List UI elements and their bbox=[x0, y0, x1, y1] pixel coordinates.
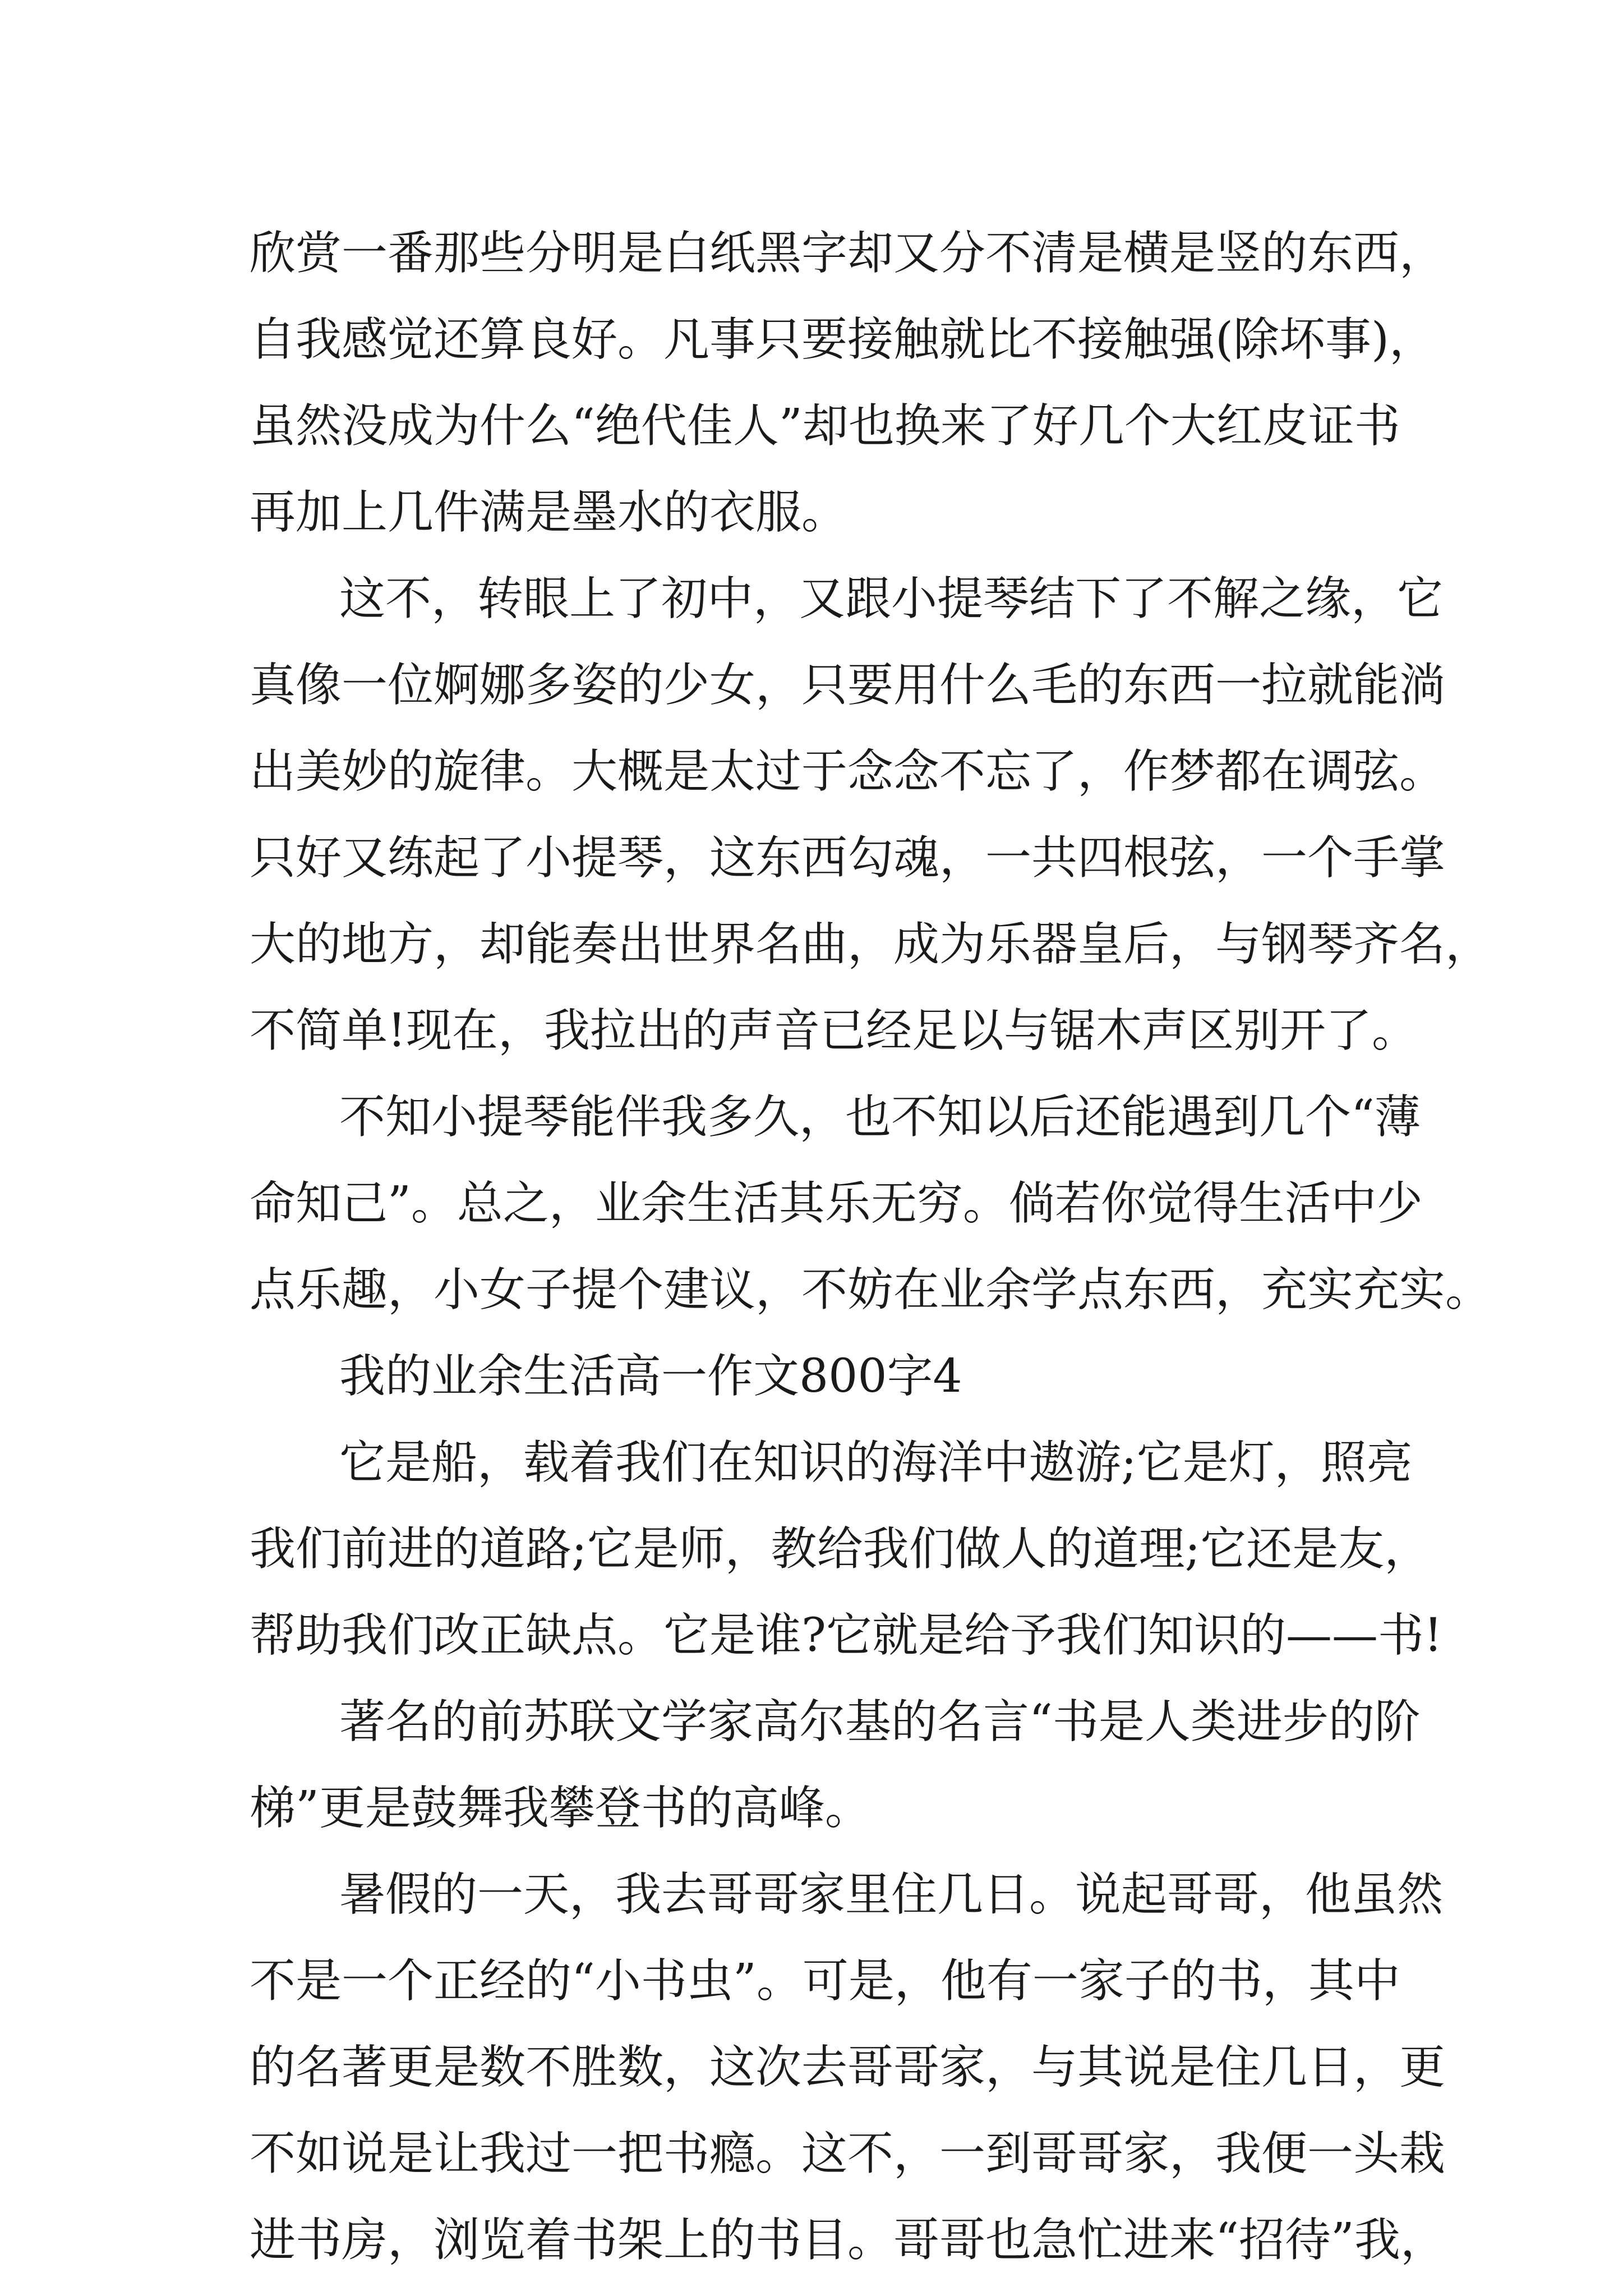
text-line: 进书房，浏览着书架上的书目。哥哥也急忙进来“招待”我， bbox=[250, 2214, 1446, 2267]
text-line: 点乐趣，小女子提个建议，不妨在业余学点东西，充实充实。 bbox=[250, 1263, 1492, 1317]
text-line: 不如说是让我过一把书瘾。这不，一到哥哥家，我便一头栽 bbox=[250, 2127, 1446, 2180]
text-line: 大的地方，却能奏出世界名曲，成为乐器皇后，与钢琴齐名， bbox=[250, 918, 1492, 971]
text-line: 不简单!现在，我拉出的声音已经足以与锯木声区别开了。 bbox=[250, 1004, 1418, 1057]
text-line: 暑假的一天，我去哥哥家里住几日。说起哥哥，他虽然 bbox=[339, 1868, 1444, 1921]
text-line: 梯”更是鼓舞我攀登书的高峰。 bbox=[250, 1782, 871, 1835]
text-line: 虽然没成为什么“绝代佳人”却也换来了好几个大红皮证书 bbox=[250, 399, 1400, 453]
text-line: 自我感觉还算良好。凡事只要接触就比不接触强(除坏事)， bbox=[250, 313, 1435, 366]
text-line: 这不，转眼上了初中，又跟小提琴结下了不解之缘，它 bbox=[339, 572, 1444, 625]
text-line: 只好又练起了小提琴，这东西勾魂，一共四根弦，一个手掌 bbox=[250, 831, 1446, 885]
text-line: 它是船，载着我们在知识的海洋中遨游;它是灯，照亮 bbox=[339, 1436, 1413, 1489]
text-line: 我们前进的道路;它是师，教给我们做人的道理;它还是友， bbox=[250, 1522, 1431, 1576]
text-line: 不知小提琴能伴我多久，也不知以后还能遇到几个“薄 bbox=[339, 1091, 1421, 1144]
text-line: 著名的前苏联文学家高尔基的名言“书是人类进步的阶 bbox=[339, 1695, 1421, 1749]
text-line: 不是一个正经的“小书虫”。可是，他有一家子的书，其中 bbox=[250, 1954, 1400, 2008]
text-line: 帮助我们改正缺点。它是谁?它就是给予我们知识的——书! bbox=[250, 1609, 1442, 1662]
text-line: 真像一位婀娜多姿的少女，只要用什么毛的东西一拉就能淌 bbox=[250, 659, 1446, 712]
text-line: 的名著更是数不胜数，这次去哥哥家，与其说是住几日，更 bbox=[250, 2041, 1446, 2094]
text-line: 出美妙的旋律。大概是太过于念念不忘了，作梦都在调弦。 bbox=[250, 745, 1446, 798]
text-line: 再加上几件满是墨水的衣服。 bbox=[250, 486, 848, 539]
section-heading: 我的业余生活高一作文800字4 bbox=[339, 1350, 962, 1403]
text-line: 命知己”。总之，业余生活其乐无穷。倘若你觉得生活中少 bbox=[250, 1177, 1423, 1230]
document-body bbox=[250, 210, 1492, 2284]
text-line: 欣赏一番那些分明是白纸黑字却又分不清是横是竖的东西， bbox=[250, 227, 1446, 280]
